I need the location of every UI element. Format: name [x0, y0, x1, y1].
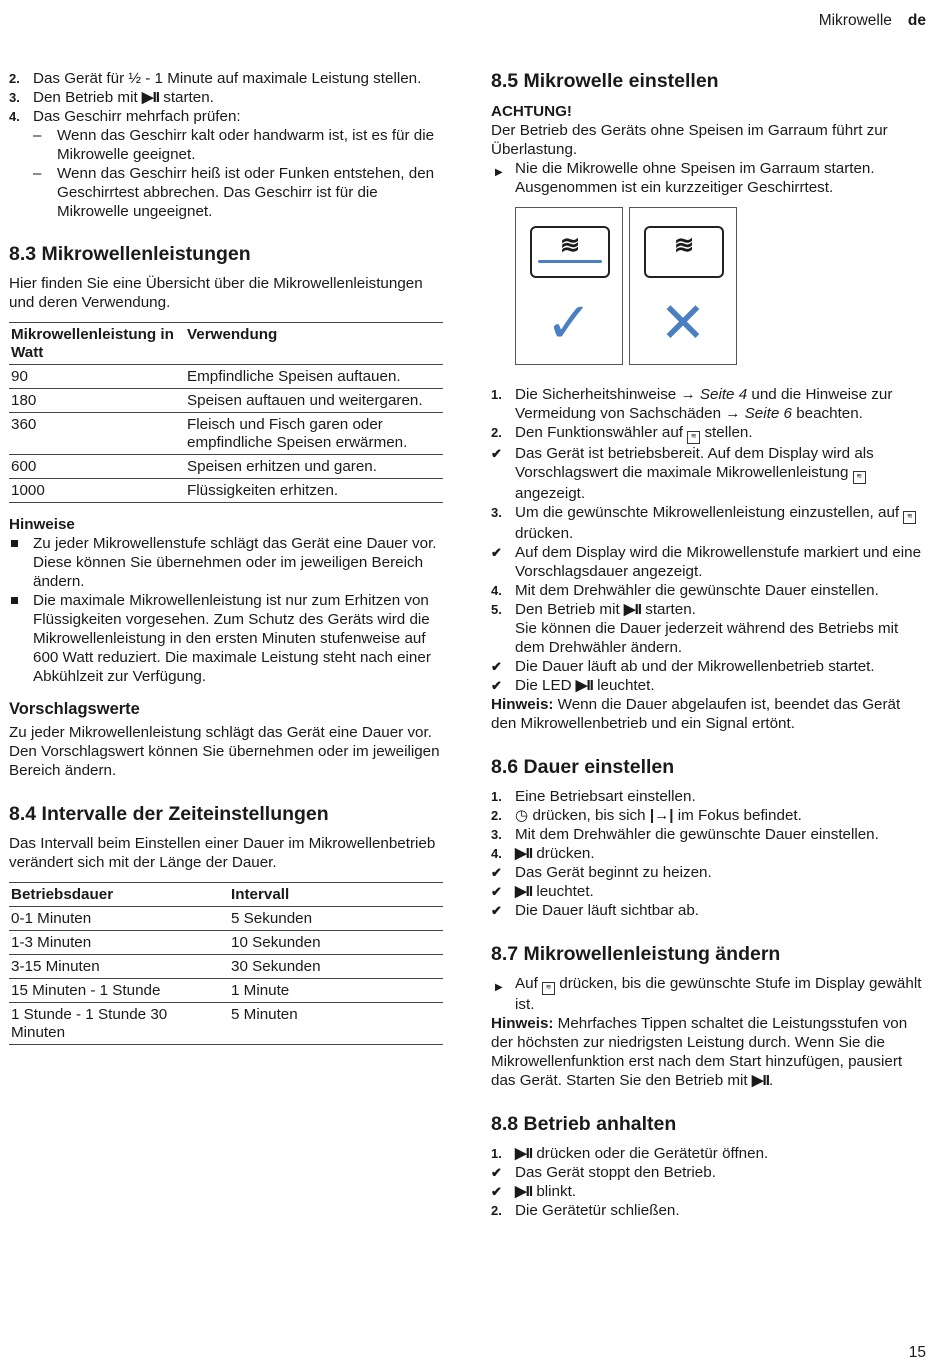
sub-item: – Wenn das Geschirr heiß ist oder Funken entstehen, den Geschirrtest abbrechen. Das Geschirr ist für die Mikrowelle ungeeignet. [33, 165, 435, 220]
page-number: 15 [908, 1344, 926, 1361]
result-check-icon: ✔ [491, 903, 502, 918]
result-check-icon: ✔ [491, 865, 502, 880]
list-item: 2. Den Funktionswähler auf ≋ stellen. [491, 423, 925, 444]
play-pause-icon: ▶II [515, 883, 533, 900]
microwave-button-icon: ≋ [853, 471, 866, 484]
steps-8-5 [491, 385, 925, 695]
play-pause-icon: ▶II [575, 677, 593, 694]
section-title-8-7: 8.7 Mikrowellenleistung ändern [491, 943, 781, 965]
list-item: 1. Die Sicherheitshinweise → Seite 4 und die Hinweise zur Vermeidung von Sachschäden → Seite 6 beachten. [491, 386, 893, 422]
duration-icon: |→| [649, 807, 674, 824]
page-header [819, 11, 926, 30]
result-check-icon: ✔ [491, 545, 502, 560]
play-pause-icon: ▶II [515, 1183, 533, 1200]
action-arrow-icon: ▶ [495, 982, 503, 993]
sub-item: – Wenn das Geschirr kalt oder handwarm ist, ist es für die Mikrowelle geeignet. [33, 127, 435, 163]
hint-8-5: Hinweis: Wenn die Dauer abgelaufen ist, beendet das Gerät den Mikrowellenbetrieb und ein Signal ertönt. [491, 696, 901, 732]
page-link[interactable]: Seite 6 [744, 405, 792, 422]
section-title-8-3: 8.3 Mikrowellenleistungen [9, 243, 251, 265]
list-item: 4. Mit dem Drehwähler die gewünschte Dauer einstellen. [491, 582, 879, 599]
play-pause-icon: ▶II [751, 1072, 769, 1089]
arrow-icon: → [680, 386, 700, 403]
section-intro: Hier finden Sie eine Übersicht über die Mikrowellenleistungen und deren Verwendung. [9, 275, 423, 311]
result-check-icon: ✔ [491, 884, 502, 899]
play-pause-icon: ▶II [623, 601, 642, 618]
result-item: ✔ ▶II leuchtet. [491, 883, 594, 900]
result-item: ✔ Die Dauer läuft sichtbar ab. [491, 902, 700, 919]
left-column [9, 69, 443, 1045]
hint-8-7: Hinweis: Mehrfaches Tippen schaltet die Leistungsstufen von der höchsten zur niedrigsten Leistung durch. Wenn Sie die Mikrowellenfunktion erst nach dem Start hinzufügen, pausiert das Gerät. Starten Sie den Betrieb mit ▶II. [491, 1015, 908, 1089]
step-2: 2. Das Gerät für ½ - 1 Minute auf maximale Leistung stellen. [9, 70, 422, 87]
section-title-8-6: 8.6 Dauer einstellen [491, 756, 675, 778]
list-item: 2. Die Gerätetür schließen. [491, 1202, 680, 1219]
subsection-text: Zu jeder Mikrowellenleistung schlägt das Gerät eine Dauer vor. Den Vorschlagswert können Sie übernehmen oder im jeweiligen Bereich ändern. [9, 724, 440, 779]
arrow-icon: → [725, 405, 745, 422]
result-check-icon: ✔ [491, 1184, 502, 1199]
panel-without-food [629, 207, 737, 365]
play-pause-icon: ▶II [141, 89, 160, 106]
list-item: 1. ▶II drücken oder die Gerätetür öffnen. [491, 1145, 769, 1162]
result-item: ✔ Das Gerät stoppt den Betrieb. [491, 1164, 716, 1181]
section-title-8-8: 8.8 Betrieb anhalten [491, 1113, 677, 1135]
step-4: 4. Das Geschirr mehrfach prüfen: [9, 108, 241, 125]
table-row: 1000 Flüssigkeiten erhitzen. [9, 479, 443, 503]
play-pause-icon: ▶II [515, 845, 533, 862]
table-row: 3-15 Minuten 30 Sekunden [9, 955, 443, 979]
interval-table [9, 882, 443, 1045]
table-row: 15 Minuten - 1 Stunde 1 Minute [9, 979, 443, 1003]
section-title-8-5: 8.5 Mikrowelle einstellen [491, 70, 719, 92]
table-row: 180 Speisen auftauen und weitergaren. [9, 389, 443, 413]
list-item: 5. Den Betrieb mit ▶II starten. Sie können die Dauer jederzeit während des Betriebs mit dem Drehwähler ändern. [491, 601, 899, 656]
note-item: Die maximale Mikrowellenleistung ist nur zum Erhitzen von Flüssigkeiten vorgesehen. Zum Schutz des Geräts wird die Mikrowellenleistung in den ersten Minuten stufenweise auf 600 Watt reduziert. Die maximale Leistung steht nach einer Abkühlzeit zur Verfügung. [9, 591, 443, 686]
result-item: ✔ Auf dem Display wird die Mikrowellenstufe markiert und eine Vorschlagsdauer angezeigt. [491, 544, 922, 580]
action-arrow-icon: ▶ [495, 167, 503, 178]
notes-title: Hinweise [9, 516, 75, 533]
table-header-row: Mikrowellenleistung in Watt Verwendung [9, 323, 443, 365]
panel-with-food [515, 207, 623, 365]
steps-8-8 [491, 1144, 925, 1220]
timer-icon: ◷ [515, 807, 529, 824]
microwave-button-icon: ≋ [903, 511, 916, 524]
section-title-8-4: 8.4 Intervalle der Zeiteinstellungen [9, 803, 329, 825]
table-header-row: Betriebsdauer Intervall [9, 883, 443, 907]
dish-illustration [515, 207, 735, 365]
table-row: 90 Empfindliche Speisen auftauen. [9, 365, 443, 389]
result-item: ✔ Das Gerät ist betriebsbereit. Auf dem Display wird als Vorschlagswert die maximale Mikrowellenleistung ≋ angezeigt. [491, 445, 874, 502]
warning-text: Der Betrieb des Geräts ohne Speisen im Garraum führt zur Überlastung. [491, 122, 888, 158]
page-link[interactable]: Seite 4 [699, 386, 748, 403]
table-row: 1 Stunde - 1 Stunde 30 Minuten 5 Minuten [9, 1003, 443, 1045]
result-check-icon: ✔ [491, 659, 502, 674]
result-check-icon: ✔ [491, 446, 502, 461]
note-item: Zu jeder Mikrowellenstufe schlägt das Gerät eine Dauer vor. Diese können Sie übernehmen oder im jeweiligen Bereich ändern. [9, 534, 443, 591]
subsection-title: Vorschlagswerte [9, 700, 140, 718]
cross-icon: ✕ [659, 291, 707, 354]
section-intro: Das Intervall beim Einstellen einer Dauer im Mikrowellenbetrieb verändert sich mit der Länge der Dauer. [9, 835, 436, 871]
list-item: 4. ▶II drücken. [491, 845, 595, 862]
result-check-icon: ✔ [491, 1165, 502, 1180]
table-row: 360 Fleisch und Fisch garen oder empfindliche Speisen erwärmen. [9, 413, 443, 455]
table-row: 600 Speisen erhitzen und garen. [9, 455, 443, 479]
play-pause-icon: ▶II [515, 1145, 533, 1162]
list-item: 1. Eine Betriebsart einstellen. [491, 788, 696, 805]
warning-action: ▶ Nie die Mikrowelle ohne Speisen im Garraum starten. Ausgenommen ist ein kurzzeitiger Geschirrtest. [495, 160, 875, 196]
result-item: ✔ Das Gerät beginnt zu heizen. [491, 864, 712, 881]
list-item: 2. ◷ drücken, bis sich |→| im Fokus befindet. [491, 807, 802, 824]
list-item: 3. Mit dem Drehwähler die gewünschte Dauer einstellen. [491, 826, 879, 843]
bullet-icon [11, 597, 18, 604]
bullet-icon [11, 540, 18, 547]
header-lang: de [907, 12, 926, 29]
table-row: 1-3 Minuten 10 Sekunden [9, 931, 443, 955]
food-tray-icon [538, 260, 602, 263]
table-row: 0-1 Minuten 5 Sekunden [9, 907, 443, 931]
steps-top [9, 69, 443, 126]
right-column [491, 69, 925, 1220]
microwave-icon: ≋ [559, 232, 581, 259]
microwave-icon: ≋ [673, 232, 695, 259]
step-3: 3. Den Betrieb mit ▶II starten. [9, 89, 214, 106]
list-item: 3. Um die gewünschte Mikrowellenleistung einzustellen, auf ≋ drücken. [491, 503, 925, 543]
result-item: ✔ Die LED ▶II leuchtet. [491, 677, 655, 694]
power-table [9, 322, 443, 503]
warning-title: ACHTUNG! [491, 103, 572, 120]
result-item: ✔ Die Dauer läuft ab und der Mikrowellenbetrieb startet. [491, 658, 875, 675]
microwave-button-icon: ≋ [687, 431, 700, 444]
header-section: Mikrowelle [818, 12, 892, 29]
result-item: ✔ ▶II blinkt. [491, 1183, 577, 1200]
check-icon: ✓ [545, 291, 593, 354]
microwave-button-icon: ≋ [542, 982, 555, 995]
steps-8-6 [491, 787, 925, 920]
result-check-icon: ✔ [491, 678, 502, 693]
action-item: ▶ Auf ≋ drücken, bis die gewünschte Stufe im Display gewählt ist. [495, 975, 922, 1013]
